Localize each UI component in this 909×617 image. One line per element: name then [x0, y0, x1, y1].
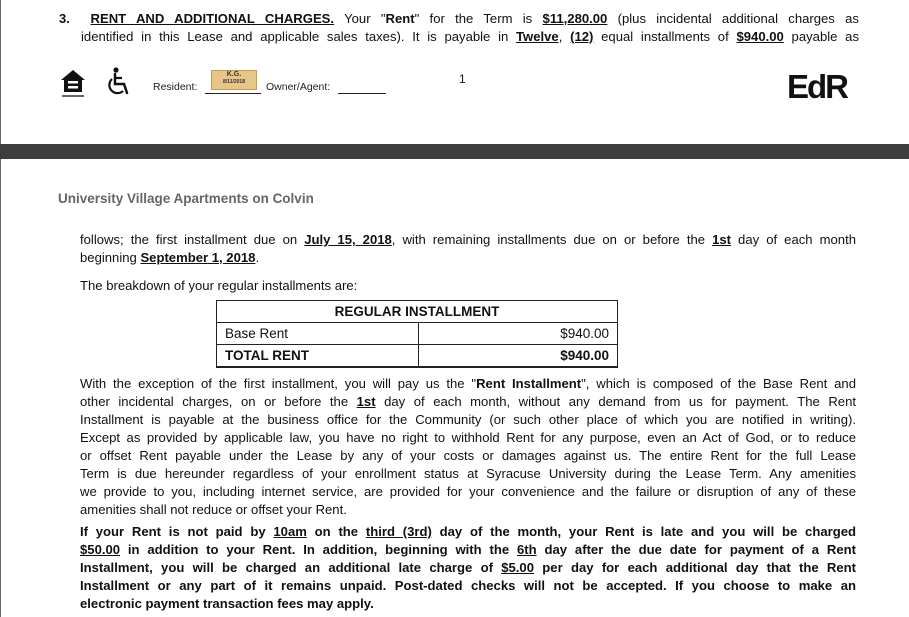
p4-line: Installment or any part of it remains unpaid. Post-dated checks will not be accepted. If you choose to make an [80, 578, 856, 593]
first-installment-date: July 15, 2018 [304, 232, 392, 247]
rent-installment-term: Rent Installment [476, 376, 582, 391]
text: payable as [783, 29, 859, 44]
initial-late-fee: $50.00 [80, 542, 121, 557]
p4-line [80, 559, 856, 577]
edr-logo: EdR [787, 68, 847, 105]
text: identified in this Lease and applicable sales taxes). It is payable in [81, 29, 517, 44]
row-amount: $940.00 [419, 345, 618, 368]
community-name-header: University Village Apartments on Colvin [58, 191, 314, 206]
p4-line: electronic payment transaction fees may apply. [80, 596, 374, 611]
rent-section-line-1 [59, 10, 859, 28]
p3-line: Installment is payable at the business office for the Community (or such other place of which you are notified in writing). [80, 412, 856, 427]
text: per day for each additional day that the Rent [534, 560, 857, 575]
text: follows; the first installment due on [80, 232, 305, 247]
due-day: 1st [356, 394, 376, 409]
daily-late-fee: $5.00 [501, 560, 535, 575]
text: " for the Term is [414, 11, 543, 26]
due-day: 1st [712, 232, 732, 247]
late-time: 10am [273, 524, 307, 539]
text: day of each month [731, 232, 856, 247]
breakdown-intro [80, 277, 856, 295]
installment-count-word: Twelve [516, 29, 559, 44]
stamp-date: 8/11/2018 [223, 79, 245, 85]
owner-signature-line [338, 93, 386, 94]
late-charge-paragraph [80, 523, 856, 613]
text: in addition to your Rent. In addition, beginning with the [120, 542, 518, 557]
page-separator [0, 144, 909, 159]
text: , with remaining installments due on or before the [391, 232, 713, 247]
table-row [217, 323, 618, 345]
text: With the exception of the first installment, you will pay us the " [80, 376, 477, 391]
installment-start-date: September 1, 2018 [140, 250, 256, 265]
p4-line [80, 541, 856, 559]
total-rent-amount: $11,280.00 [542, 11, 608, 26]
section-number: 3. [59, 11, 70, 26]
row-label: Base Rent [217, 323, 419, 345]
installment-amount: $940.00 [736, 29, 784, 44]
text: Your " [334, 11, 386, 26]
text: equal installments of [593, 29, 737, 44]
table-header-row [217, 301, 618, 323]
regular-installment-table [216, 300, 618, 368]
p3-line: amenities shall not reduce or offset your Rent. [80, 502, 347, 517]
p3-line [80, 375, 856, 393]
text: day of the month, your Rent is late and you will be charged [431, 524, 856, 539]
installment-schedule-paragraph [80, 231, 856, 267]
text: If your Rent is not paid by [80, 524, 274, 539]
row-label: TOTAL RENT [217, 345, 419, 368]
p3-line: Term is due hereunder regardless of your enrollment status at Syracuse University during the Lease Term. Any amenities [80, 466, 856, 481]
text: Installment, you will be charged an additional late charge of [80, 560, 502, 575]
text: , [558, 29, 571, 44]
text: . [255, 250, 260, 265]
section-title: RENT AND ADDITIONAL CHARGES. [90, 11, 335, 26]
text: other incidental charges, on or before the [80, 394, 357, 409]
text: ", which is composed of the Base Rent and [581, 376, 856, 391]
table-header: REGULAR INSTALLMENT [217, 301, 618, 323]
p3-line: Except as provided by applicable law, you have no right to withhold Rent for any purpose, even an Act of God, or to reduce [80, 430, 856, 445]
rent-section-intro [59, 10, 859, 46]
text: day of each month, without any demand from us for payment. The Rent [375, 394, 856, 409]
equal-housing-icon [59, 68, 87, 100]
installment-count-number: (12) [570, 29, 594, 44]
page-footer [59, 64, 859, 104]
text: on the [306, 524, 366, 539]
owner-agent-label: Owner/Agent: [266, 81, 331, 93]
rent-installment-paragraph [80, 375, 856, 519]
schedule-line-1 [80, 231, 856, 249]
late-day: third (3rd) [365, 524, 432, 539]
breakdown-intro-text: The breakdown of your regular installments are: [80, 278, 358, 293]
resident-signature-line [205, 93, 261, 94]
table-row [217, 345, 618, 368]
resident-label: Resident: [153, 81, 198, 93]
resident-initials-stamp [211, 70, 257, 90]
text: beginning [80, 250, 141, 265]
lease-page-1 [0, 0, 909, 144]
p3-line: we provide to you, including internet service, are provided for your convenience and the failure or disruption of any of these [80, 484, 856, 499]
wheelchair-icon [105, 66, 133, 98]
schedule-line-2 [80, 249, 856, 267]
p4-line [80, 523, 856, 541]
text: day after the due date for payment of a Rent [536, 542, 856, 557]
rent-section-line-2 [59, 28, 859, 46]
additional-fee-start-day: 6th [517, 542, 537, 557]
p3-line: or offset Rent payable under the Lease by any of your costs or damages against us. The entire Rent for the full Lease [80, 448, 856, 463]
page-number: 1 [459, 72, 466, 86]
rent-term: Rent [385, 11, 415, 26]
row-amount: $940.00 [419, 323, 618, 345]
p3-line [80, 393, 856, 411]
text: (plus incidental additional charges as [607, 11, 859, 26]
stamp-initials: K.G. [226, 71, 242, 78]
